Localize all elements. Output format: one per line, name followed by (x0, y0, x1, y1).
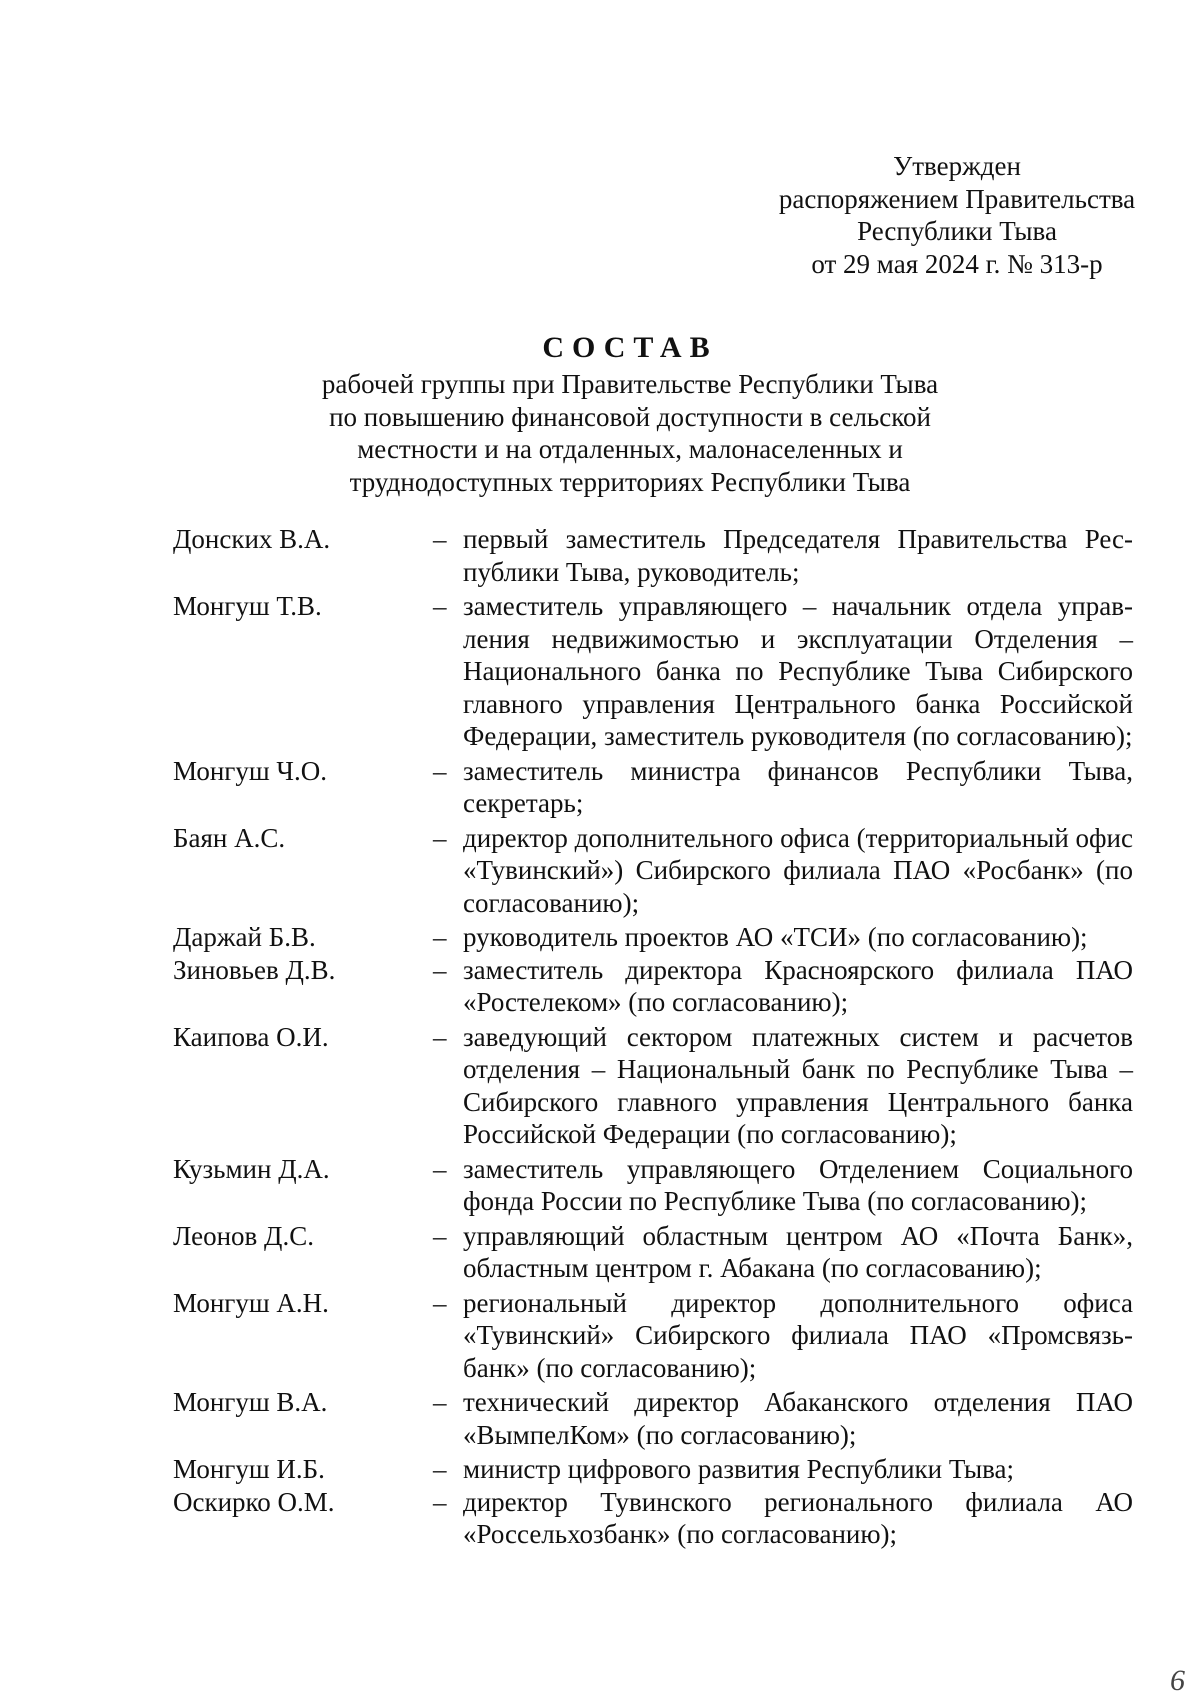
member-row (173, 1486, 1133, 1551)
title-subtitle-line-1: рабочей группы при Правительстве Республики Тыва (321, 369, 939, 399)
member-role: региональный директор дополнительного офиса «Тувинский» Сибирского филиала ПАО «Промсвязьбанк» (по согласованию); (463, 1287, 1133, 1383)
member-role: первый заместитель Председателя Правительства Республики Тыва, руководитель; (463, 524, 1133, 587)
member-row (173, 822, 1133, 920)
member-row (173, 954, 1133, 1019)
member-dash: – (433, 1387, 447, 1417)
approval-line-approved: Утвержден (893, 151, 1021, 181)
title-subtitle-line-3: местности и на отдаленных, малонаселенных и (357, 434, 903, 464)
member-row (173, 1386, 1133, 1451)
member-row (173, 1287, 1133, 1385)
page-number-mark: 6 (1170, 1664, 1185, 1697)
member-name: Каипова О.И. (173, 1021, 329, 1052)
member-name: Монгуш В.А. (173, 1387, 328, 1417)
member-dash: – (433, 1153, 447, 1184)
title-heading: СОСТАВ (542, 331, 718, 364)
member-role: руководитель проектов АО «ТСИ» (по согласованию); (463, 922, 1088, 952)
title-subtitle-line-4: труднодоступных территориях Республики Тыва (349, 466, 911, 497)
member-dash: – (433, 1287, 447, 1318)
approval-line-date-number: от 29 мая 2024 г. № 313-р (811, 248, 1103, 279)
member-role: заместитель директора Красноярского филиала ПАО «Ростелеком» (по согласованию); (463, 954, 1133, 1017)
member-role: директор Тувинского регионального филиала АО «Россельхозбанк» (по согласованию); (463, 1486, 1133, 1549)
member-name: Донских В.А. (173, 524, 331, 554)
member-row (173, 1220, 1133, 1285)
member-dash: – (433, 591, 447, 621)
member-dash: – (433, 1021, 447, 1052)
approval-line-republic: Республики Тыва (857, 216, 1057, 246)
member-role: управляющий областным центром АО «Почта Банк», областным центром г. Абакана (по согласованию); (463, 1220, 1133, 1283)
member-dash: – (433, 524, 447, 554)
member-row (173, 921, 1133, 954)
member-row (173, 523, 1133, 588)
member-dash: – (433, 954, 447, 985)
approval-line-by-order: распоряжением Правительства (778, 183, 1136, 214)
member-row (173, 1453, 1133, 1486)
member-role: заведующий сектором платежных систем и расчетов отделения – Национальный банк по Республике Тыва – Сибирского главного управления Центрального банка Российской Федерации (по согласованию); (463, 1021, 1133, 1149)
member-name: Зиновьев Д.В. (173, 954, 336, 985)
member-row (173, 1153, 1133, 1218)
member-role: заместитель управляющего Отделением Социального фонда России по Республике Тыва (по согласованию); (463, 1153, 1133, 1216)
member-role: директор дополнительного офиса (территориальный офис «Тувинский») Сибирского филиала ПАО «Росбанк» (по согласованию); (463, 822, 1133, 918)
member-dash: – (433, 822, 447, 853)
member-row (173, 755, 1133, 820)
document-title (200, 330, 1060, 498)
members-list (173, 523, 1133, 1551)
member-row (173, 1021, 1133, 1151)
member-name: Монгуш Т.В. (173, 591, 322, 621)
member-row (173, 590, 1133, 753)
member-name: Леонов Д.С. (173, 1220, 314, 1251)
approval-stamp (757, 150, 1157, 280)
member-dash: – (433, 922, 447, 952)
member-name: Даржай Б.В. (173, 922, 316, 952)
member-role: заместитель министра финансов Республики Тыва, секретарь; (463, 755, 1133, 818)
member-dash: – (433, 1486, 447, 1517)
member-role: технический директор Абаканского отделения ПАО «ВымпелКом» (по согласованию); (463, 1387, 1133, 1450)
member-name: Оскирко О.М. (173, 1486, 335, 1517)
member-dash: – (433, 755, 447, 786)
member-dash: – (433, 1454, 447, 1484)
member-name: Монгуш Ч.О. (173, 755, 327, 786)
member-name: Монгуш А.Н. (173, 1287, 329, 1318)
member-name: Баян А.С. (173, 822, 286, 853)
member-dash: – (433, 1220, 447, 1251)
member-name: Монгуш И.Б. (173, 1454, 325, 1484)
member-name: Кузьмин Д.А. (173, 1153, 330, 1184)
member-role: заместитель управляющего – начальник отдела управления недвижимостью и эксплуатации Отделения – Национального банка по Республике Тыва Сибирского главного управления Центрального банка Российской Федерации, заместитель руководителя (по согласованию); (463, 591, 1133, 751)
member-role: министр цифрового развития Республики Тыва; (463, 1454, 1015, 1484)
title-subtitle-line-2: по повышению финансовой доступности в сельской (329, 401, 931, 432)
